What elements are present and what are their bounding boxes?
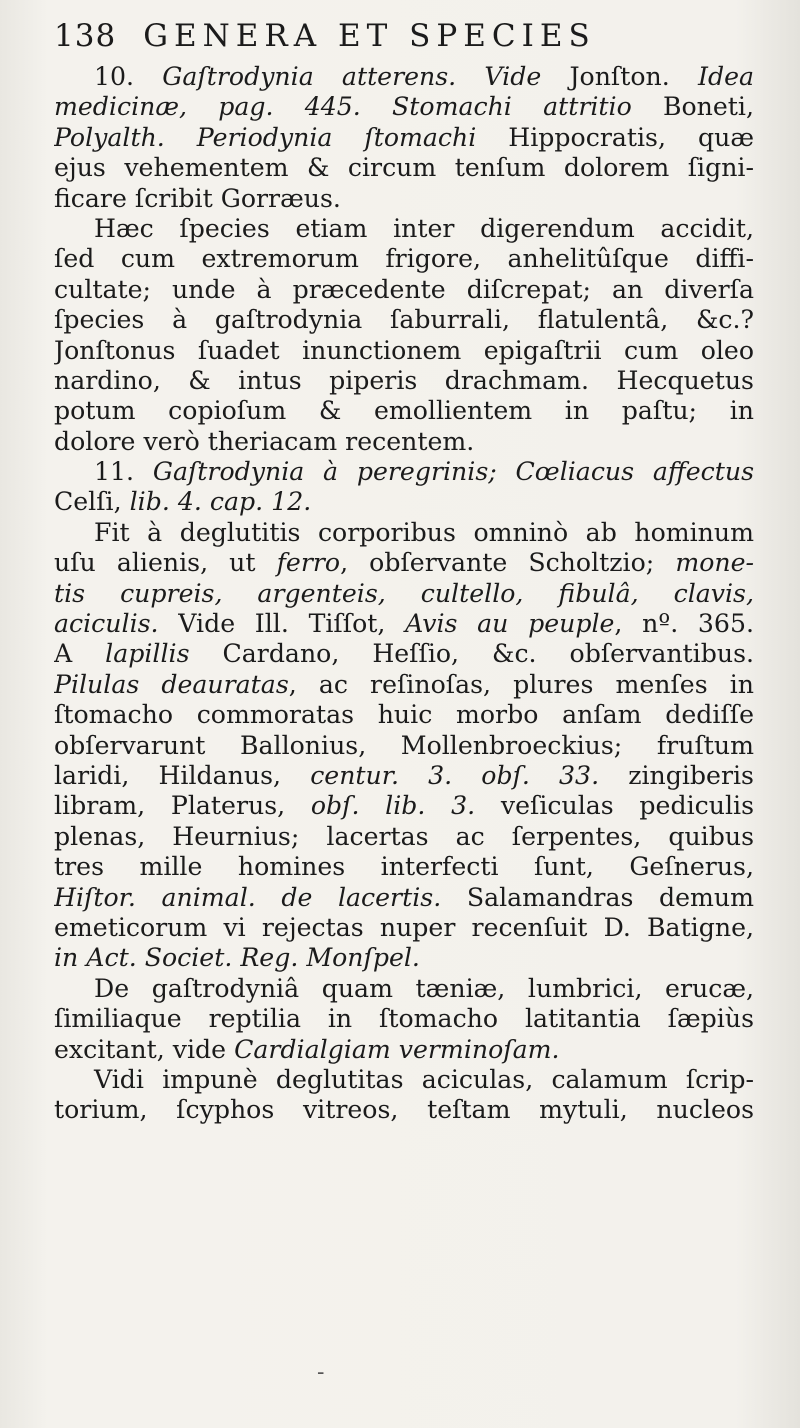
text-segment: , obſervante Scholtzio; [340, 548, 676, 578]
italic-segment: medicinæ, pag. 445. Stomachi attritio [54, 92, 663, 122]
text-segment: 11. [94, 457, 153, 487]
text-line [54, 639, 754, 669]
text-line [54, 275, 754, 305]
text-line [54, 214, 754, 244]
text-segment: excitant, vide [54, 1034, 235, 1064]
text-segment: A [54, 639, 106, 669]
text-segment: Celſi, [54, 487, 130, 517]
text-segment: Boneti, [663, 92, 754, 122]
italic-segment: Pilulas deauratas [54, 669, 289, 699]
text-segment: tres mille homines interfecti ſunt, Geſnerus, [54, 852, 754, 882]
text-segment: laridi, Hildanus, [54, 760, 311, 790]
text-line [54, 305, 754, 335]
text-segment: libram, Platerus, [54, 791, 311, 821]
text-line [54, 123, 754, 153]
italic-segment: centur. 3. obſ. 33. [310, 760, 600, 790]
page-mark: - [317, 1360, 325, 1385]
text-segment: uſu alienis, ut [54, 548, 277, 578]
text-line [54, 366, 754, 396]
text-line [54, 822, 754, 852]
text-segment: De gaſtrodyniâ quam tæniæ, lumbrici, erucæ, [94, 973, 754, 1003]
text-segment: cultate; unde à præcedente diſcrepat; an diverſa [54, 274, 754, 304]
text-segment: Hippocratis, quæ [508, 122, 754, 152]
italic-segment: Cardialgiam verminoſam. [234, 1034, 560, 1064]
text-line [54, 62, 754, 92]
italic-segment: mone- [675, 548, 754, 578]
text-segment: Vidi impunè deglutitas aciculas, calamum ſcrip- [94, 1064, 754, 1094]
text-line [54, 761, 754, 791]
running-title: GENERA ET SPECIES [143, 18, 596, 54]
text-segment: ficare ſcribit Gorræus. [54, 183, 341, 213]
text-line [54, 609, 754, 639]
text-segment: Cardano, Heſſio, &c. obſervantibus. [189, 639, 754, 669]
text-segment: torium, ſcyphos vitreos, teſtam mytuli, nucleos [54, 1095, 754, 1125]
text-segment: Fit à deglutitis corporibus omninò ab hominum [94, 517, 754, 547]
text-segment: , nº. 365. [614, 609, 754, 639]
italic-segment: ferro [276, 548, 341, 578]
italic-segment: aciculis. [54, 609, 179, 639]
text-segment: Jonſton. [569, 62, 698, 91]
text-segment: emeticorum vi rejectas nuper recenſuit D. Batigne, [54, 912, 754, 942]
text-segment: ſtomacho commoratas huic morbo anſam dediſſe [54, 700, 754, 730]
italic-segment: in Act. Societ. Reg. Monſpel. [54, 943, 420, 973]
text-line [54, 396, 754, 426]
text-line [54, 457, 754, 487]
text-line [54, 974, 754, 1004]
text-line [54, 244, 754, 274]
text-line [54, 1065, 754, 1095]
text-line [54, 913, 754, 943]
text-line [54, 700, 754, 730]
text-segment: dolore verò theriacam recentem. [54, 426, 475, 456]
italic-segment: Polyalth. Periodynia ſtomachi [54, 122, 509, 152]
running-header [54, 18, 754, 62]
italic-segment: Avis au peuple [405, 609, 615, 639]
text-line [54, 153, 754, 183]
text-segment: Jonſtonus ſuadet inunctionem epigaſtrii cum oleo [54, 335, 754, 365]
italic-segment: obſ. lib. 3. [310, 791, 476, 821]
italic-segment: tis cupreis, argenteis, cultello, fibulâ, clavis, [54, 578, 754, 608]
text-segment: potum copioſum & emollientem in paſtu; in [54, 396, 754, 426]
text-segment: , ac reſinoſas, plures menſes in [288, 669, 754, 699]
text-line [54, 943, 754, 973]
page-number: 138 [54, 18, 117, 54]
text-line [54, 883, 754, 913]
text-line [54, 518, 754, 548]
italic-segment: Gaſtrodynia atterens. Vide [162, 62, 570, 91]
italic-segment: Gaſtrodynia à peregrinis; Cœliacus affectus [152, 457, 754, 487]
text-line [54, 670, 754, 700]
text-line [54, 487, 754, 517]
text-segment: nardino, & intus piperis drachmam. Hecquetus [54, 365, 754, 395]
text-segment: ejus vehementem & circum tenſum dolorem ſigni- [54, 153, 754, 183]
text-segment: zingiberis [599, 760, 754, 790]
text-line [54, 852, 754, 882]
text-line [54, 579, 754, 609]
italic-segment: lib. 4. cap. 12. [129, 487, 312, 517]
text-segment: 10. [94, 62, 163, 91]
text-line [54, 184, 754, 214]
italic-segment: Hiſtor. animal. de lacertis. [54, 882, 442, 912]
text-line [54, 1095, 754, 1125]
text-line [54, 791, 754, 821]
text-line [54, 548, 754, 578]
text-segment: Vide Ill. Tiſſot, [178, 609, 406, 639]
text-segment: plenas, Heurnius; lacertas ac ſerpentes, quibus [54, 821, 754, 851]
text-line [54, 1035, 754, 1065]
text-line [54, 92, 754, 122]
text-segment: ſimiliaque reptilia in ſtomacho latitantia ſæpiùs [54, 1004, 754, 1034]
text-segment: ſed cum extremorum frigore, anhelitûſque diffi- [54, 244, 754, 274]
text-segment: obſervarunt Ballonius, Mollenbroeckius; fruſtum [54, 730, 754, 760]
text-line [54, 336, 754, 366]
text-line [54, 427, 754, 457]
body-text [54, 62, 754, 1126]
text-segment: Salamandras demum [441, 882, 754, 912]
text-line [54, 731, 754, 761]
text-segment: Hæc ſpecies etiam inter digerendum accidit, [94, 213, 754, 243]
italic-segment: lapillis [105, 639, 190, 669]
text-segment: veſiculas pediculis [475, 791, 754, 821]
italic-segment: Idea [698, 62, 754, 91]
text-segment: ſpecies à gaſtrodynia ſaburrali, flatulentâ, &c.? [54, 305, 754, 335]
text-line [54, 1004, 754, 1034]
